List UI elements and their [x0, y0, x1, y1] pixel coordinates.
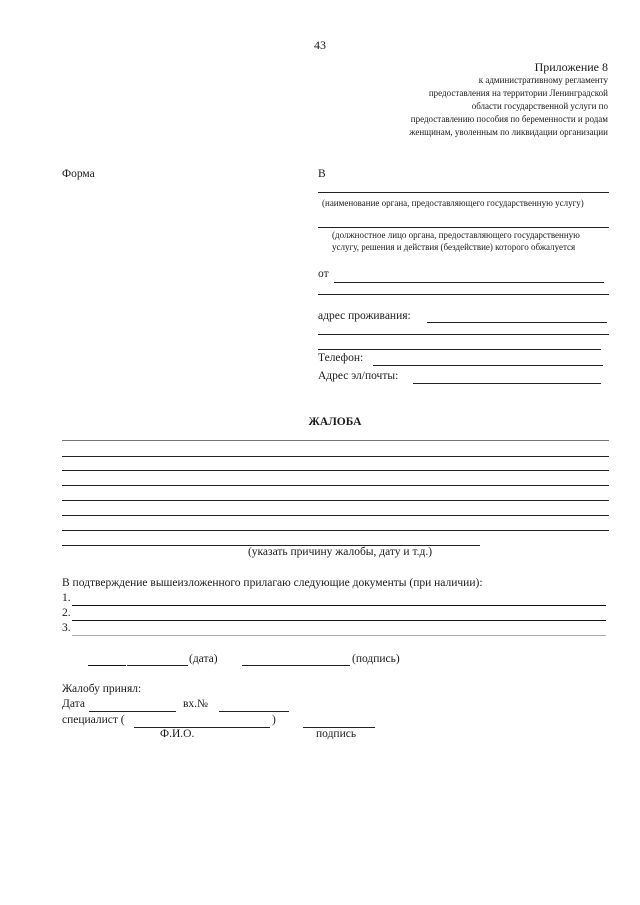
official-hint-1: (должностное лицо органа, предоставляющего государственную	[332, 230, 580, 240]
official-hint-2: услугу, решения и действия (бездействие) которого обжалуется	[332, 242, 576, 252]
from-field[interactable]	[334, 282, 604, 283]
complaint-line[interactable]	[62, 530, 609, 531]
specialist-close-paren: )	[272, 714, 276, 726]
attachment-field[interactable]	[72, 620, 606, 621]
appendix-title: Приложение 8	[534, 60, 608, 74]
appendix-line: области государственной услуги по	[471, 101, 608, 111]
complaint-line[interactable]	[62, 470, 609, 471]
attachment-field[interactable]	[72, 605, 606, 606]
attachment-field[interactable]	[72, 635, 606, 636]
registration-number-field[interactable]	[219, 711, 289, 712]
address-field[interactable]	[427, 322, 607, 323]
signature-label: (подпись)	[352, 653, 400, 665]
phone-field[interactable]	[373, 365, 603, 366]
email-field[interactable]	[413, 383, 601, 384]
appendix-header	[308, 60, 608, 139]
from-field-extra[interactable]	[318, 294, 609, 295]
appendix-line: к административному регламенту	[478, 75, 608, 85]
appendix-line: предоставления на территории Ленинградской	[428, 88, 608, 98]
phone-label: Телефон:	[318, 352, 364, 364]
address-label: адрес проживания:	[318, 310, 411, 322]
specialist-label: специалист (	[62, 714, 125, 726]
email-label: Адрес эл/почты:	[318, 370, 399, 382]
date-label: (дата)	[189, 653, 218, 665]
accepted-date-label: Дата	[62, 698, 85, 710]
from-label: от	[318, 268, 329, 280]
official-line[interactable]	[318, 227, 609, 228]
fio-label: Ф.И.О.	[160, 728, 195, 740]
org-name-line[interactable]	[318, 192, 609, 193]
complaint-hint: (указать причину жалобы, дату и т.д.)	[247, 546, 433, 558]
signature-field[interactable]	[242, 665, 350, 666]
complaint-line[interactable]	[62, 440, 609, 441]
accepted-title: Жалобу принял:	[62, 683, 142, 695]
date-field-part[interactable]	[88, 665, 126, 666]
attachment-number: 1.	[62, 592, 71, 604]
attachment-number: 3.	[62, 622, 71, 634]
specialist-signature-label: подпись	[316, 728, 357, 740]
addressee-to-label: В	[318, 168, 326, 180]
appendix-line: женщинам, уволенным по ликвидации организации	[409, 127, 608, 137]
accepted-date-field[interactable]	[89, 711, 176, 712]
complaint-line[interactable]	[62, 515, 609, 516]
form-label: Форма	[62, 168, 95, 180]
complaint-line[interactable]	[62, 500, 609, 501]
specialist-name-field[interactable]	[134, 727, 270, 728]
attachments-intro: В подтверждение вышеизложенного прилагаю следующие документы (при наличии):	[62, 577, 483, 589]
registration-number-label: вх.№	[183, 698, 209, 710]
address-field-extra-2[interactable]	[318, 349, 601, 350]
appendix-line: предоставлению пособия по беременности и родам	[410, 114, 608, 124]
page-number: 43	[314, 38, 326, 52]
date-field[interactable]	[127, 665, 188, 666]
complaint-line[interactable]	[62, 485, 609, 486]
address-field-extra[interactable]	[318, 334, 609, 335]
org-name-hint: (наименование органа, предоставляющего государственную услугу)	[322, 198, 584, 208]
attachment-number: 2.	[62, 607, 71, 619]
complaint-line[interactable]	[62, 456, 609, 457]
complaint-title: ЖАЛОБА	[308, 416, 362, 428]
